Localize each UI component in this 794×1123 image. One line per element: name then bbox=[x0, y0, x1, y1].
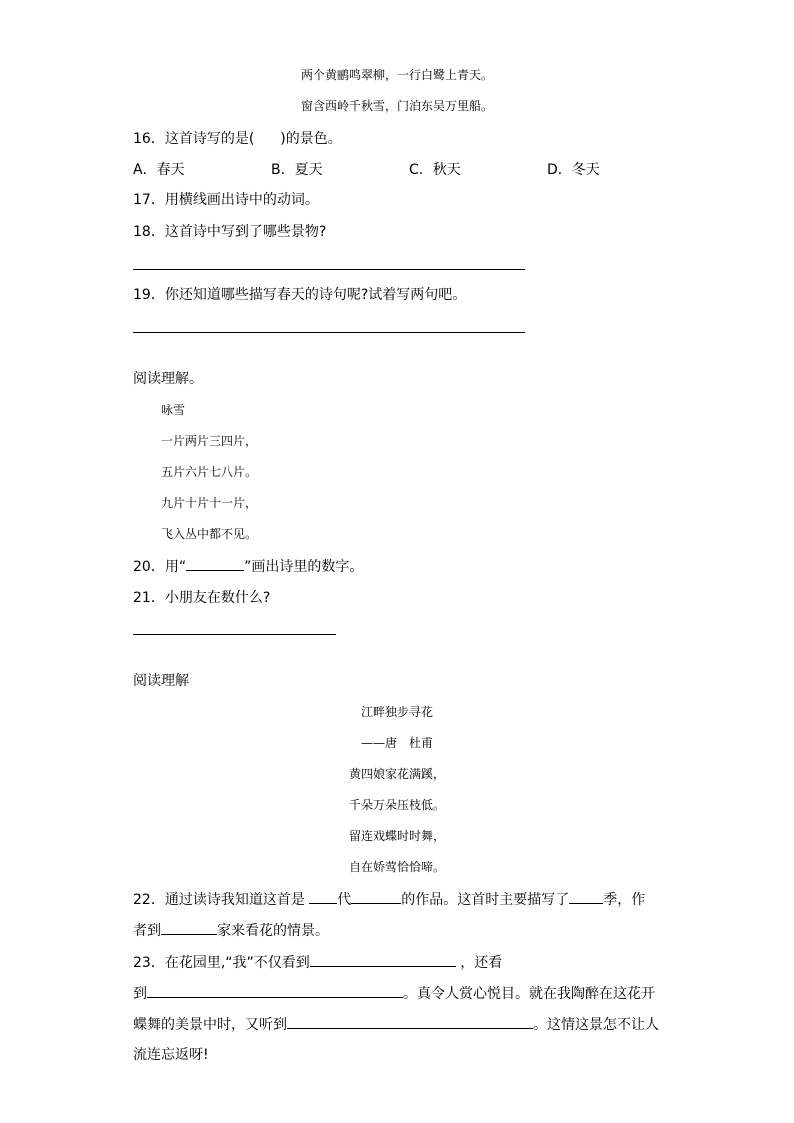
question-text: 者到 bbox=[133, 923, 161, 939]
question-23-cont: 流连忘返呀! bbox=[133, 1047, 209, 1063]
poem-line: 飞入丛中都不见。 bbox=[161, 527, 258, 541]
poem-line: 两个黄鹂鸣翠柳，一行白鹭上青天。 bbox=[300, 68, 493, 82]
question-text: 20．用“ bbox=[133, 559, 187, 575]
answer-blank[interactable] bbox=[351, 889, 401, 904]
question-text: 16．这首诗写的是( bbox=[133, 131, 255, 147]
answer-blank[interactable] bbox=[569, 889, 603, 904]
option-c[interactable]: C．秋天 bbox=[409, 162, 461, 178]
question-text: ”画出诗里的数字。 bbox=[244, 559, 364, 575]
question-text: ，还看 bbox=[460, 955, 503, 971]
poem-line: 黄四娘家花满蹊， bbox=[348, 767, 445, 781]
answer-line[interactable] bbox=[133, 269, 525, 270]
poem-line: 窗含西岭千秋雪，门泊东吴万里船。 bbox=[300, 99, 493, 113]
option-d[interactable]: D．冬天 bbox=[547, 162, 600, 178]
section-heading: 阅读理解。 bbox=[133, 371, 203, 387]
question-text: )的景色。 bbox=[280, 131, 342, 147]
question-text: 蝶舞的美景中时，又听到 bbox=[133, 1017, 287, 1033]
answer-blank[interactable] bbox=[309, 889, 337, 904]
answer-line[interactable] bbox=[133, 332, 525, 333]
poem-title: 咏雪 bbox=[161, 403, 186, 417]
section-heading: 阅读理解 bbox=[133, 673, 189, 689]
question-20 bbox=[133, 556, 363, 577]
poem-title: 江畔独步寻花 bbox=[360, 705, 433, 719]
question-text: 季，作 bbox=[603, 892, 646, 908]
question-23 bbox=[133, 952, 502, 973]
poem-author: ——唐 杜甫 bbox=[360, 736, 433, 750]
poem-line: 一片两片三四片， bbox=[161, 434, 258, 448]
question-text: 。真令人赏心悦目。就在我陶醉在这花开 bbox=[403, 986, 655, 1002]
question-text: 代 bbox=[337, 892, 352, 908]
option-a[interactable]: A．春天 bbox=[133, 162, 185, 178]
question-18: 18．这首诗中写到了哪些景物? bbox=[133, 224, 327, 240]
question-21: 21．小朋友在数什么? bbox=[133, 590, 271, 606]
poem-line: 五片六片七八片。 bbox=[161, 465, 258, 479]
option-b[interactable]: B．夏天 bbox=[271, 162, 323, 178]
question-text: 到 bbox=[133, 986, 147, 1002]
question-16 bbox=[133, 129, 342, 149]
question-23-cont bbox=[133, 983, 655, 1004]
question-text: 22．通过读诗我知道这首是 bbox=[133, 892, 305, 908]
question-17: 17．用横线画出诗中的动词。 bbox=[133, 192, 319, 208]
answer-blank[interactable] bbox=[147, 983, 403, 998]
answer-blank[interactable] bbox=[287, 1014, 533, 1029]
answer-blank[interactable] bbox=[186, 556, 244, 571]
poem-line: 千朵万朵压枝低。 bbox=[348, 798, 445, 812]
poem-line: 自在娇莺恰恰啼。 bbox=[348, 860, 445, 874]
question-text: 23．在花园里,“我”不仅看到 bbox=[133, 955, 310, 971]
question-23-cont bbox=[133, 1014, 659, 1035]
poem-line: 九片十片十一片， bbox=[161, 496, 258, 510]
answer-line[interactable] bbox=[133, 634, 336, 635]
poem-line: 留连戏蝶时时舞， bbox=[348, 829, 445, 843]
question-22-cont bbox=[133, 920, 329, 941]
question-22 bbox=[133, 889, 645, 910]
question-text: 的作品。这首时主要描写了 bbox=[401, 892, 570, 908]
answer-blank[interactable] bbox=[161, 920, 217, 935]
answer-blank[interactable] bbox=[310, 952, 456, 967]
question-text: 。这情这景怎不让人 bbox=[533, 1017, 659, 1033]
question-19: 19．你还知道哪些描写春天的诗句呢?试着写两句吧。 bbox=[133, 287, 467, 303]
question-text: 家来看花的情景。 bbox=[217, 923, 329, 939]
